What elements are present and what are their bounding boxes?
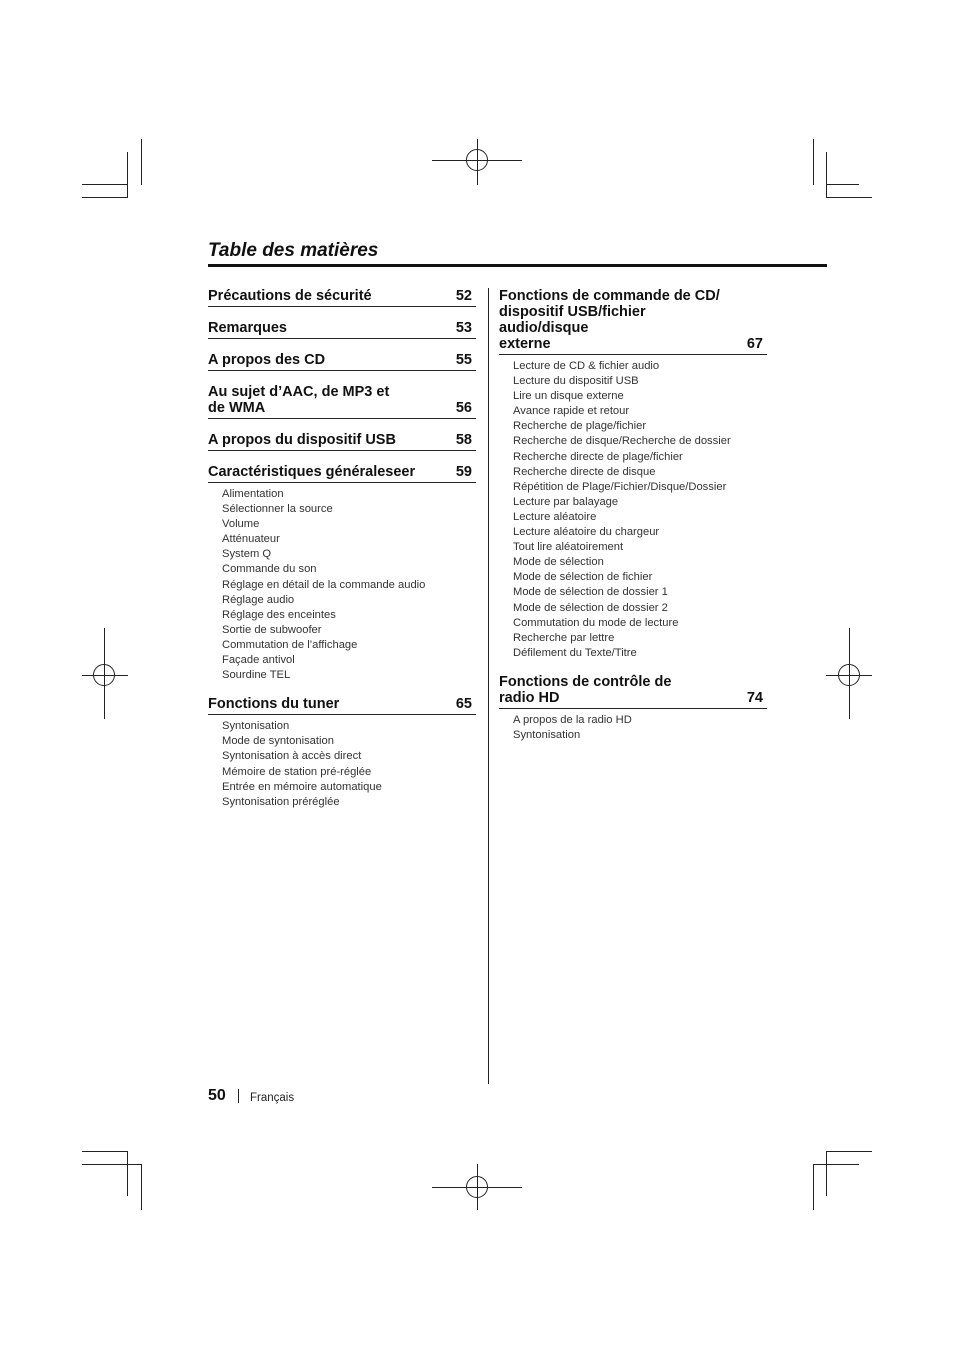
toc-page-number: 59 xyxy=(455,464,472,480)
toc-heading-text xyxy=(208,384,438,418)
toc-page-number: 67 xyxy=(746,336,763,352)
toc-subitem[interactable]: Commande du son xyxy=(222,563,317,576)
toc-subitem[interactable]: Mode de sélection de fichier xyxy=(513,571,653,584)
toc-section xyxy=(208,371,476,419)
toc-heading-text: Caractéristiques généraleseer xyxy=(208,464,416,480)
toc-subitem[interactable]: Commutation du mode de lecture xyxy=(513,616,679,629)
toc-section xyxy=(499,288,767,661)
toc-subitem[interactable]: Lecture du dispositif USB xyxy=(513,375,639,388)
toc-section-heading[interactable] xyxy=(208,464,476,483)
toc-subitem[interactable]: Mode de syntonisation xyxy=(222,735,334,748)
toc-section xyxy=(208,419,476,451)
toc-section-heading[interactable] xyxy=(208,432,476,451)
toc-heading-text: A propos du dispositif USB xyxy=(208,432,396,448)
toc-subitem[interactable]: Syntonisation préréglée xyxy=(222,795,340,808)
toc-right-column xyxy=(499,288,767,743)
toc-subitem[interactable]: Mode de sélection de dossier 2 xyxy=(513,601,668,614)
toc-subitem[interactable]: Commutation de l’affichage xyxy=(222,638,358,651)
toc-heading-text: Précautions de sécurité xyxy=(208,288,372,304)
toc-subitem[interactable]: Mémoire de station pré-réglée xyxy=(222,765,372,778)
toc-subitem[interactable]: Lecture aléatoire xyxy=(513,510,597,523)
toc-subitem[interactable]: System Q xyxy=(222,548,272,561)
toc-subitem[interactable]: Mode de sélection xyxy=(513,556,604,569)
toc-subitem[interactable]: Réglage audio xyxy=(222,593,295,606)
toc-heading-text xyxy=(499,674,729,708)
toc-subitem[interactable]: Sourdine TEL xyxy=(222,669,291,682)
toc-heading-line: radio HD xyxy=(499,689,560,706)
page-title: Table des matières xyxy=(208,240,379,261)
toc-subitem[interactable]: Défilement du Texte/Titre xyxy=(513,646,637,659)
toc-heading-text: A propos des CD xyxy=(208,352,326,368)
toc-section-heading[interactable] xyxy=(208,288,476,307)
toc-subitem[interactable]: Sélectionner la source xyxy=(222,503,333,516)
toc-subitem[interactable]: Recherche de disque/Recherche de dossier xyxy=(513,435,731,448)
toc-subitems xyxy=(208,487,476,683)
toc-subitem[interactable]: Recherche par lettre xyxy=(513,631,615,644)
toc-page-number: 55 xyxy=(455,352,472,368)
toc-subitem[interactable]: A propos de la radio HD xyxy=(513,713,632,726)
toc-subitem[interactable]: Syntonisation xyxy=(222,720,290,733)
toc-heading-line: Fonctions de contrôle de xyxy=(499,673,672,690)
toc-subitem[interactable]: Syntonisation à accès direct xyxy=(222,750,362,763)
toc-subitem[interactable]: Volume xyxy=(222,518,260,531)
toc-subitem[interactable]: Recherche directe de plage/fichier xyxy=(513,450,683,463)
toc-heading-line: Fonctions de commande de CD/ xyxy=(499,288,720,304)
toc-section-heading[interactable] xyxy=(499,674,767,709)
page-number: 50 xyxy=(208,1087,226,1104)
toc-subitems xyxy=(499,713,767,743)
footer-separator xyxy=(238,1089,239,1103)
footer-language: Français xyxy=(250,1092,295,1104)
toc-subitem[interactable]: Alimentation xyxy=(222,488,284,500)
toc-heading-text xyxy=(499,288,729,354)
toc-subitem[interactable]: Réglage en détail de la commande audio xyxy=(222,578,426,591)
toc-page-number: 65 xyxy=(455,696,472,713)
toc-section xyxy=(499,661,767,743)
toc-subitems xyxy=(208,719,476,810)
toc-page-number: 53 xyxy=(455,320,472,336)
toc-subitem[interactable]: Lecture de CD & fichier audio xyxy=(513,360,660,372)
toc-heading-line: dispositif USB/fichier audio/disque xyxy=(499,304,646,336)
toc-page-number: 56 xyxy=(455,400,472,416)
toc-section xyxy=(208,288,476,307)
column-divider xyxy=(488,288,489,1084)
toc-subitem[interactable]: Lecture aléatoire du chargeur xyxy=(513,526,660,539)
toc-page-number: 58 xyxy=(455,432,472,448)
toc-subitem[interactable]: Recherche directe de disque xyxy=(513,465,656,478)
toc-subitem[interactable]: Répétition de Plage/Fichier/Disque/Dossier xyxy=(513,480,727,493)
toc-page-number: 74 xyxy=(746,689,763,706)
toc-subitem[interactable]: Entrée en mémoire automatique xyxy=(222,780,382,793)
toc-section xyxy=(208,683,476,810)
toc-heading-text: Fonctions du tuner xyxy=(208,696,340,713)
toc-subitem[interactable]: Sortie de subwoofer xyxy=(222,623,322,636)
toc-section xyxy=(208,339,476,371)
toc-subitem[interactable]: Syntonisation xyxy=(513,728,581,741)
toc-section-heading[interactable] xyxy=(208,384,476,419)
toc-heading-line: Au sujet d’AAC, de MP3 et xyxy=(208,384,390,400)
toc-section xyxy=(208,451,476,683)
toc-page-number: 52 xyxy=(455,288,472,304)
toc-subitem[interactable]: Avance rapide et retour xyxy=(513,405,630,418)
toc-section xyxy=(208,307,476,339)
toc-subitem[interactable]: Atténuateur xyxy=(222,533,280,546)
toc-section-heading[interactable] xyxy=(208,352,476,371)
toc-left-column xyxy=(208,288,476,810)
toc-heading-line: de WMA xyxy=(208,400,266,416)
title-underline xyxy=(208,264,827,267)
toc-section-heading[interactable] xyxy=(208,696,476,715)
toc-section-heading[interactable] xyxy=(499,288,767,355)
toc-subitem[interactable]: Recherche de plage/fichier xyxy=(513,420,647,433)
toc-subitem[interactable]: Mode de sélection de dossier 1 xyxy=(513,586,668,599)
toc-subitem[interactable]: Lecture par balayage xyxy=(513,495,619,508)
toc-subitem[interactable]: Tout lire aléatoirement xyxy=(513,541,624,554)
toc-subitem[interactable]: Réglage des enceintes xyxy=(222,608,336,621)
toc-heading-text: Remarques xyxy=(208,320,287,336)
toc-heading-line: externe xyxy=(499,336,551,352)
toc-subitem[interactable]: Façade antivol xyxy=(222,654,295,667)
toc-subitems xyxy=(499,359,767,661)
toc-section-heading[interactable] xyxy=(208,320,476,339)
toc-subitem[interactable]: Lire un disque externe xyxy=(513,390,624,403)
